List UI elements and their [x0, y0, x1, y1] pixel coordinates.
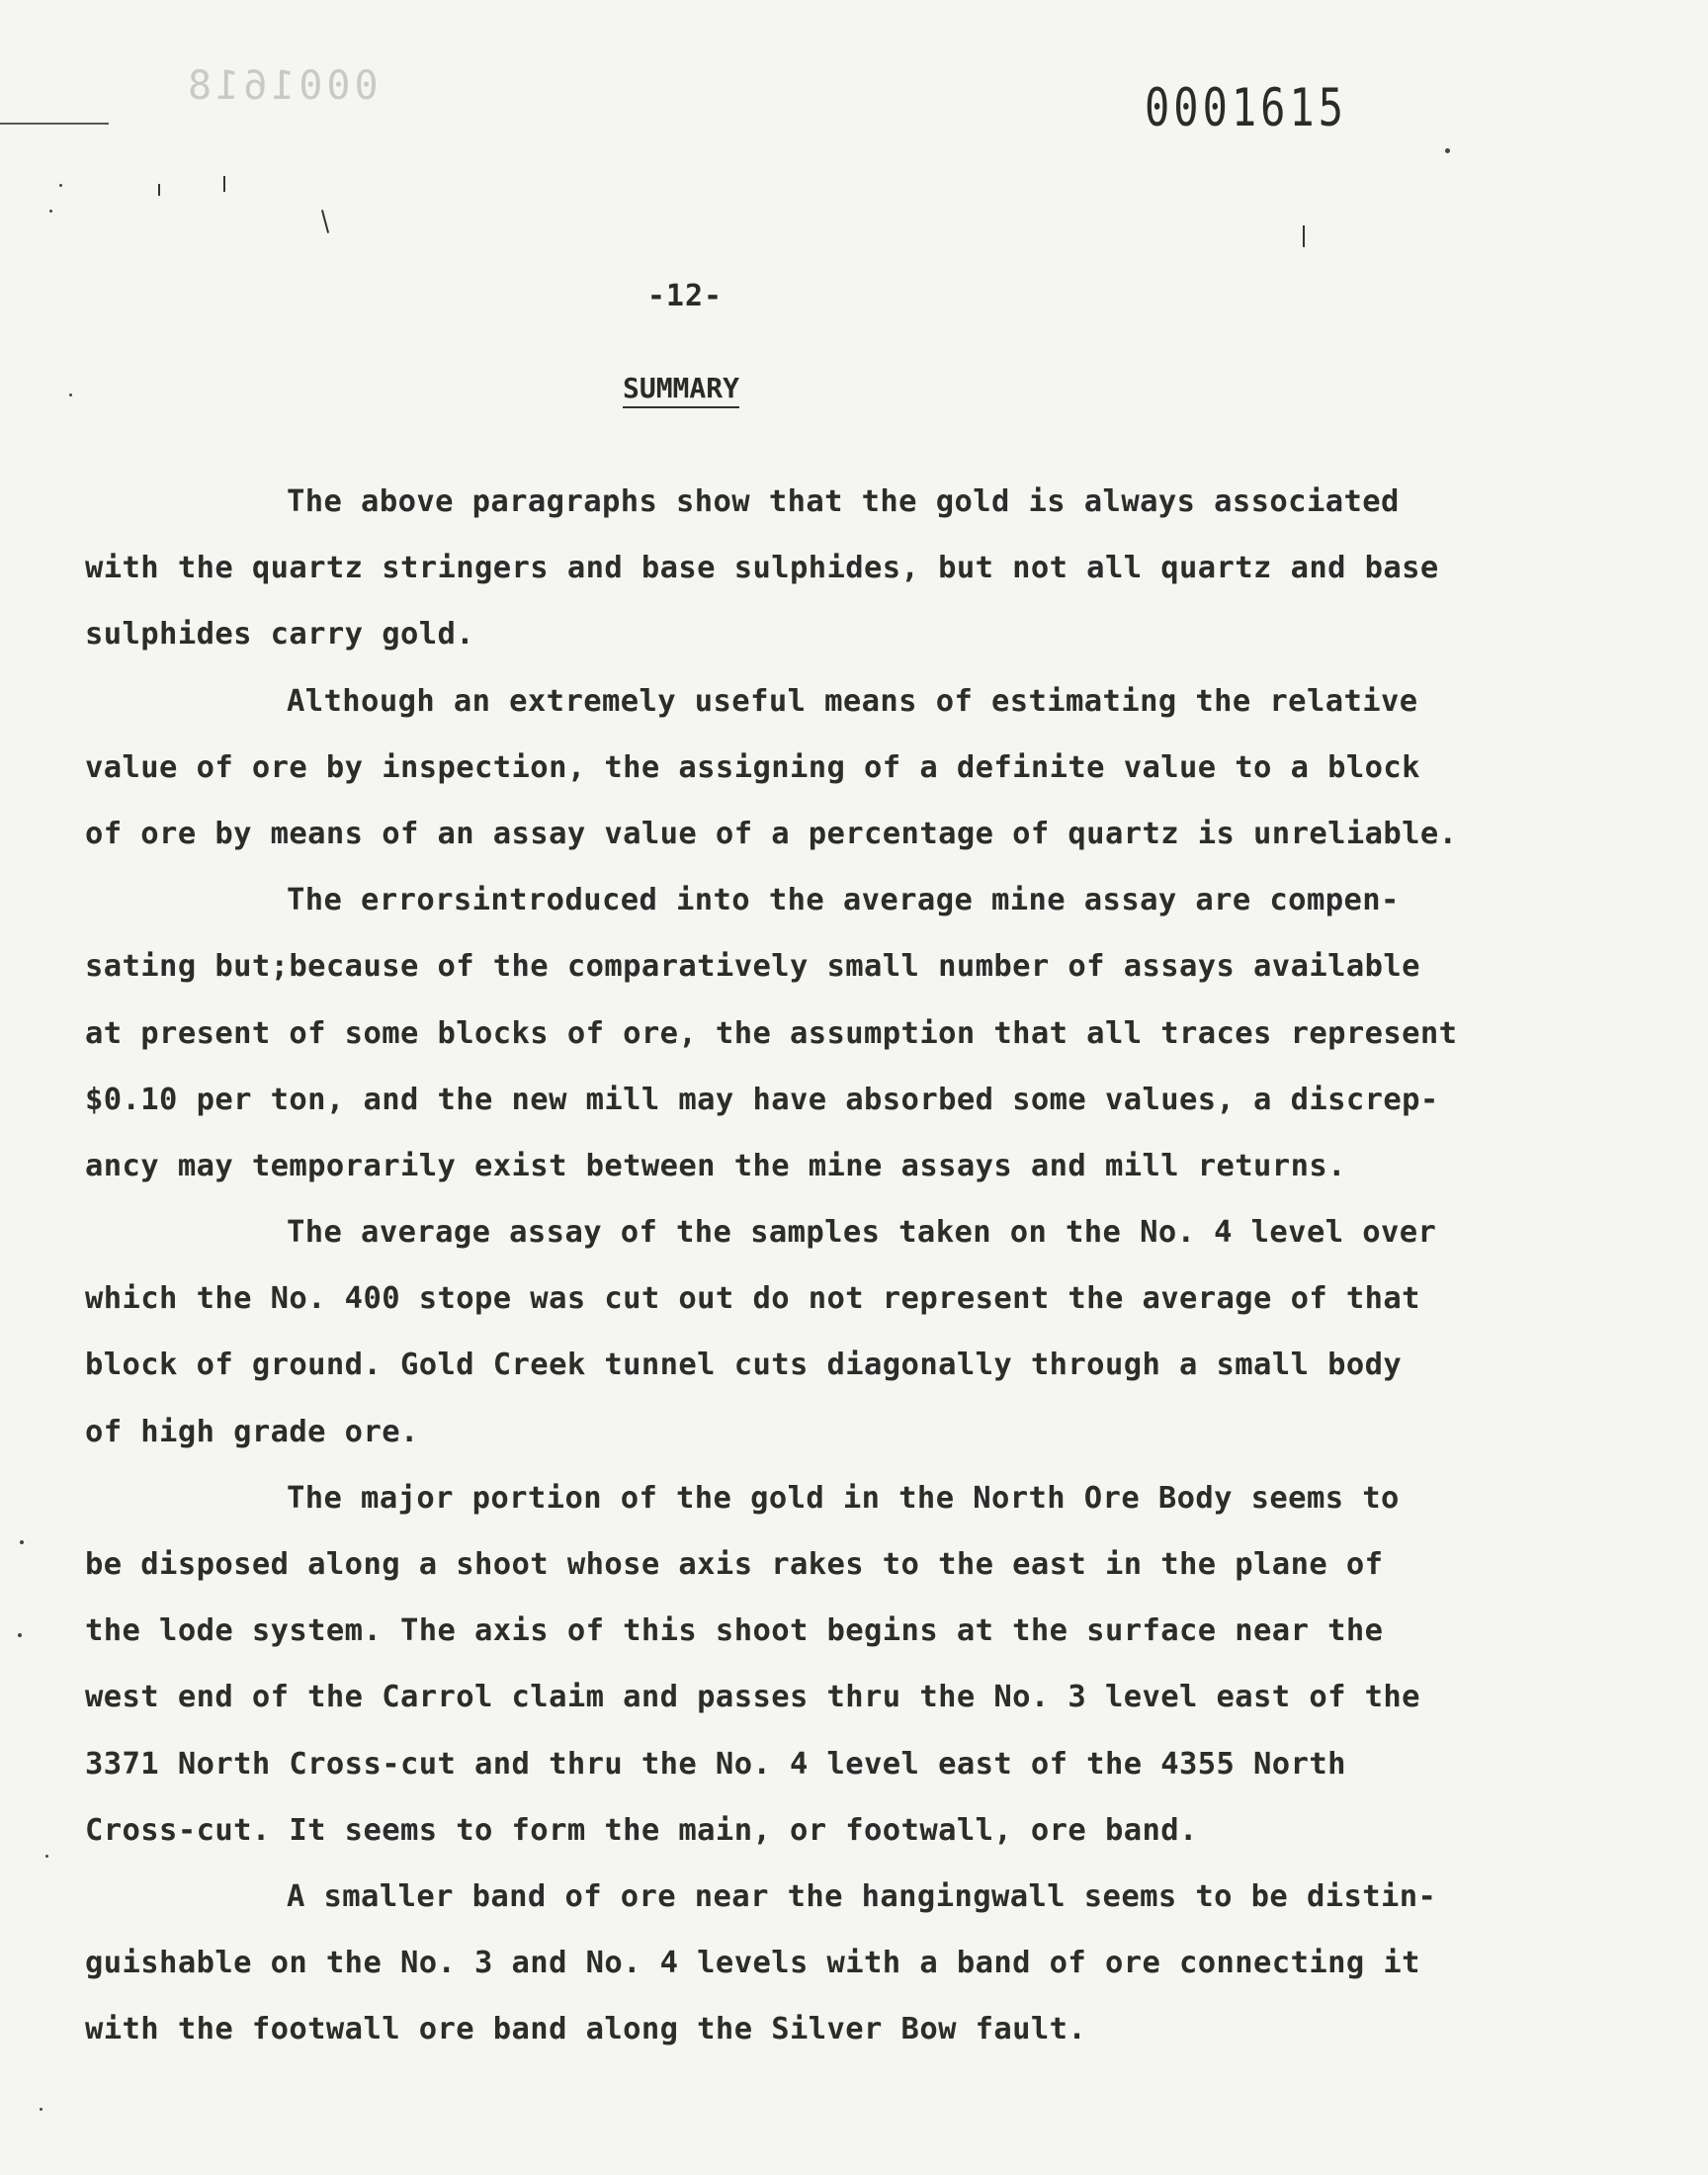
text-line: of high grade ore. — [85, 1414, 419, 1449]
paragraph-1 — [85, 469, 1587, 668]
text-line: A smaller band of ore near the hangingwall seems to be distin- — [287, 1878, 1437, 1914]
scan-speck — [49, 210, 52, 213]
scan-mark — [321, 210, 329, 233]
text-line: Cross-cut. It seems to form the main, or footwall, ore band. — [85, 1812, 1198, 1848]
text-line: guishable on the No. 3 and No. 4 levels with a band of ore connecting it — [85, 1946, 1420, 1981]
scan-mark — [1303, 225, 1305, 247]
scan-speck — [45, 1855, 48, 1858]
paragraph-4 — [85, 1199, 1587, 1465]
text-line: of ore by means of an assay value of a percentage of quartz is unreliable. — [85, 816, 1458, 851]
scan-mark — [158, 184, 160, 196]
document-stamp-number: 0001615 — [1145, 77, 1348, 138]
paragraph-6 — [85, 1864, 1587, 2063]
section-title-text: SUMMARY — [623, 372, 739, 408]
page-number: -12- — [646, 279, 724, 313]
scan-speck — [18, 1633, 22, 1637]
body-text — [85, 469, 1587, 2063]
text-line: sulphides carry gold. — [85, 617, 475, 652]
paragraph-3 — [85, 867, 1587, 1199]
text-line: which the No. 400 stope was cut out do not represent the average of that — [85, 1281, 1420, 1317]
bleed-through-stamp: 0001618 — [184, 63, 379, 109]
section-title — [0, 372, 1362, 404]
top-rule — [0, 123, 109, 125]
text-line: The above paragraphs show that the gold is always associated — [287, 484, 1400, 519]
scan-speck — [20, 1540, 24, 1544]
paragraph-5 — [85, 1465, 1587, 1864]
text-line: Although an extremely useful means of estimating the relative — [287, 683, 1418, 719]
text-line: with the footwall ore band along the Silver Bow fault. — [85, 2012, 1087, 2047]
text-line: The major portion of the gold in the North Ore Body seems to — [287, 1480, 1400, 1516]
text-line: with the quartz stringers and base sulphides, but not all quartz and base — [85, 551, 1439, 586]
scan-speck — [1445, 148, 1450, 153]
text-line: ancy may temporarily exist between the mine assays and mill returns. — [85, 1148, 1346, 1183]
text-line: The average assay of the samples taken on the No. 4 level over — [287, 1215, 1437, 1251]
text-line: $0.10 per ton, and the new mill may have absorbed some values, a discrep- — [85, 1082, 1439, 1117]
scan-mark — [223, 176, 225, 192]
text-line: The errorsintroduced into the average mine assay are compen- — [287, 883, 1400, 918]
scan-speck — [59, 184, 62, 187]
text-line: the lode system. The axis of this shoot begins at the surface near the — [85, 1613, 1384, 1649]
paragraph-2 — [85, 668, 1587, 868]
text-line: sating but;because of the comparatively small number of assays available — [85, 949, 1420, 985]
text-line: 3371 North Cross-cut and thru the No. 4 level east of the 4355 North — [85, 1746, 1346, 1782]
text-line: be disposed along a shoot whose axis rakes to the east in the plane of — [85, 1547, 1384, 1582]
text-line: value of ore by inspection, the assigning of a definite value to a block — [85, 749, 1420, 785]
text-line: at present of some blocks of ore, the assumption that all traces represent — [85, 1015, 1458, 1051]
scan-speck — [40, 2108, 43, 2111]
text-line: block of ground. Gold Creek tunnel cuts diagonally through a small body — [85, 1348, 1403, 1383]
text-line: west end of the Carrol claim and passes thru the No. 3 level east of the — [85, 1680, 1420, 1715]
